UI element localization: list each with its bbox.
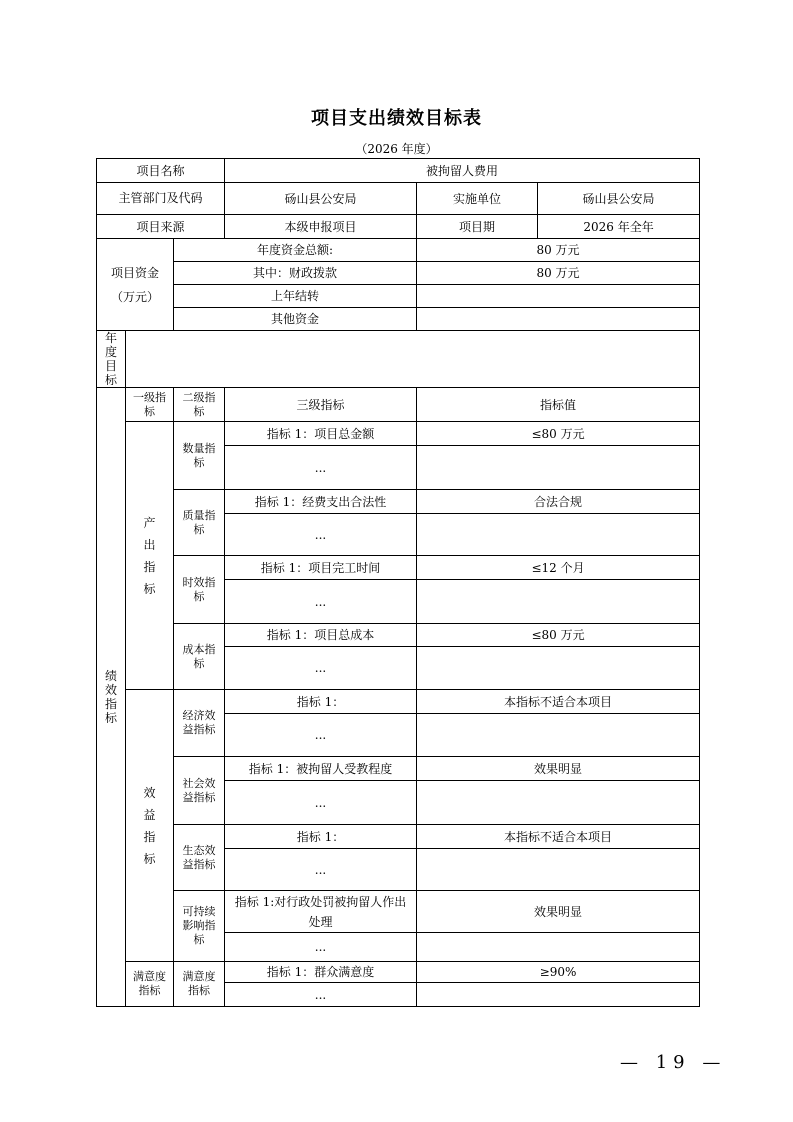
- empty-value: [417, 933, 700, 962]
- social-value: 效果明显: [417, 757, 700, 781]
- row-project-name: [97, 159, 700, 183]
- social-label: 社会效益指标: [174, 757, 225, 825]
- annual-goal-label: 年度目标: [97, 331, 126, 388]
- satisfaction-l2-label: 满意度指标: [174, 962, 225, 1007]
- ellipsis-text: ...: [225, 514, 417, 556]
- head-value: 指标值: [417, 388, 700, 422]
- impl-value: 砀山县公安局: [538, 183, 700, 215]
- ellipsis-text: ...: [225, 580, 417, 624]
- period-label: 项目期: [417, 215, 538, 239]
- row-timeliness: [97, 556, 700, 580]
- economic-value: 本指标不适合本项目: [417, 690, 700, 714]
- annual-goal-value: [126, 331, 700, 388]
- quantity-label: 数量指标: [174, 422, 225, 490]
- funds-fiscal-label: 其中：财政拨款: [174, 262, 417, 285]
- ellipsis-text: ...: [225, 446, 417, 490]
- cost-label: 成本指标: [174, 624, 225, 690]
- ellipsis-text: ...: [225, 933, 417, 962]
- period-value: 2026 年全年: [538, 215, 700, 239]
- empty-value: [417, 983, 700, 1007]
- row-economic: [97, 690, 700, 714]
- row-source: [97, 215, 700, 239]
- quantity-item: 指标 1：项目总金额: [225, 422, 417, 446]
- row-social: [97, 757, 700, 781]
- document-subtitle: （2026 年度）: [355, 142, 438, 156]
- dept-value: 砀山县公安局: [225, 183, 417, 215]
- row-quantity: [97, 422, 700, 446]
- economic-label: 经济效益指标: [174, 690, 225, 757]
- output-label: 产出指标: [126, 422, 174, 690]
- ellipsis-text: ...: [225, 647, 417, 690]
- cost-value: ≤80 万元: [417, 624, 700, 647]
- row-indicator-header: [97, 388, 700, 422]
- ellipsis-text: ...: [225, 849, 417, 891]
- row-funds-other: [97, 308, 700, 331]
- economic-item: 指标 1：: [225, 690, 417, 714]
- funds-carry-label: 上年结转: [174, 285, 417, 308]
- source-value: 本级申报项目: [225, 215, 417, 239]
- project-name-label: 项目名称: [97, 159, 225, 183]
- row-funds-fiscal: [97, 262, 700, 285]
- head-l2: 二级指标: [174, 388, 225, 422]
- timeliness-value: ≤12 个月: [417, 556, 700, 580]
- funds-carry-value: [417, 285, 700, 308]
- social-item: 指标 1：被拘留人受教程度: [225, 757, 417, 781]
- dept-label: 主管部门及代码: [97, 183, 225, 215]
- timeliness-label: 时效指标: [174, 556, 225, 624]
- row-dept: [97, 183, 700, 215]
- performance-table: [96, 158, 700, 1007]
- ecological-value: 本指标不适合本项目: [417, 825, 700, 849]
- quality-item: 指标 1：经费支出合法性: [225, 490, 417, 514]
- page-number: — 19 —: [620, 1052, 727, 1073]
- sustainable-value: 效果明显: [417, 891, 700, 933]
- document-title: 项目支出绩效目标表: [311, 108, 482, 129]
- head-l3: 三级指标: [225, 388, 417, 422]
- sustainable-item: 指标 1:对行政处罚被拘留人作出处理: [225, 891, 417, 933]
- row-satisfaction: [97, 962, 700, 983]
- perf-label: 绩效指标: [97, 388, 126, 1007]
- ecological-item: 指标 1：: [225, 825, 417, 849]
- row-funds-carry: [97, 285, 700, 308]
- row-annual-goal: [97, 331, 700, 388]
- head-l1: 一级指标: [126, 388, 174, 422]
- funds-other-label: 其他资金: [174, 308, 417, 331]
- funds-fiscal-value: 80 万元: [417, 262, 700, 285]
- satisfaction-item: 指标 1：群众满意度: [225, 962, 417, 983]
- empty-value: [417, 647, 700, 690]
- empty-value: [417, 446, 700, 490]
- empty-value: [417, 849, 700, 891]
- funds-total-value: 80 万元: [417, 239, 700, 262]
- row-quality: [97, 490, 700, 514]
- impl-label: 实施单位: [417, 183, 538, 215]
- funds-other-value: [417, 308, 700, 331]
- quality-label: 质量指标: [174, 490, 225, 556]
- ecological-label: 生态效益指标: [174, 825, 225, 891]
- sustainable-label: 可持续影响指标: [174, 891, 225, 962]
- project-name-value: 被拘留人费用: [225, 159, 700, 183]
- quantity-value: ≤80 万元: [417, 422, 700, 446]
- row-sustainable: [97, 891, 700, 933]
- empty-value: [417, 580, 700, 624]
- source-label: 项目来源: [97, 215, 225, 239]
- row-funds-total: [97, 239, 700, 262]
- ellipsis-text: ...: [225, 781, 417, 825]
- satisfaction-l1-label: 满意度指标: [126, 962, 174, 1007]
- satisfaction-value: ≥90%: [417, 962, 700, 983]
- quality-value: 合法合规: [417, 490, 700, 514]
- ellipsis-text: ...: [225, 983, 417, 1007]
- empty-value: [417, 714, 700, 757]
- cost-item: 指标 1：项目总成本: [225, 624, 417, 647]
- ellipsis-text: ...: [225, 714, 417, 757]
- funds-total-label: 年度资金总额:: [174, 239, 417, 262]
- funds-label: 项目资金（万元）: [97, 239, 174, 331]
- timeliness-item: 指标 1：项目完工时间: [225, 556, 417, 580]
- empty-value: [417, 514, 700, 556]
- benefit-label: 效益指标: [126, 690, 174, 962]
- row-ecological: [97, 825, 700, 849]
- row-cost: [97, 624, 700, 647]
- empty-value: [417, 781, 700, 825]
